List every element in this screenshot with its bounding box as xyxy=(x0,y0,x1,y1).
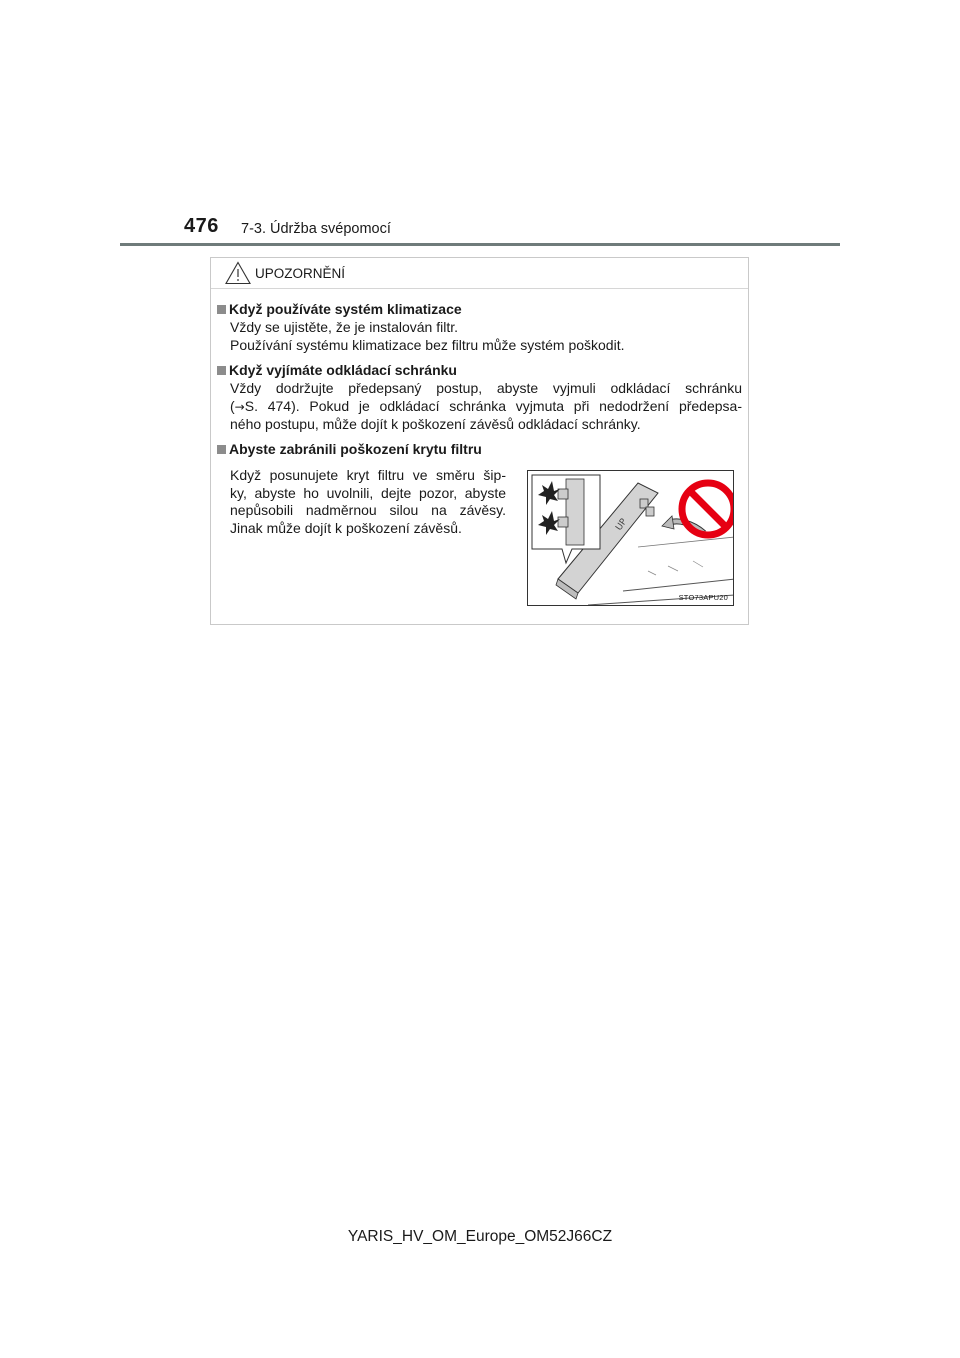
section-title-text: Když vyjímáte odkládací schránku xyxy=(229,362,457,378)
warning-section-aircon xyxy=(216,301,742,354)
header-rule xyxy=(120,243,840,246)
cover-up-label: UP xyxy=(614,517,630,533)
section-body xyxy=(216,319,742,354)
filter-cover-illustration xyxy=(527,470,734,606)
body-line: Když posunujete kryt filtru ve směru šip- xyxy=(230,467,506,483)
body-line: ky, abyste ho uvolnili, dejte pozor, abyste xyxy=(230,484,506,501)
section-body xyxy=(230,467,506,537)
section-heading xyxy=(216,301,742,319)
section-heading xyxy=(216,362,742,380)
body-line: nepůsobili nadměrnou silou na závěsy. xyxy=(230,502,506,518)
body-line: Vždy se ujistěte, že je instalován filtr. xyxy=(230,319,458,335)
section-heading xyxy=(216,441,742,459)
warning-triangle-icon xyxy=(225,261,251,285)
filter-cover-drawing xyxy=(528,471,734,606)
square-bullet-icon xyxy=(217,445,226,454)
document-id: YARIS_HV_OM_Europe_OM52J66CZ xyxy=(347,1228,613,1245)
section-title-text: Abyste zabránili poškození krytu filtru xyxy=(229,441,482,457)
warning-box xyxy=(210,257,749,625)
body-line: (→S. 474). Pokud je odkládací schránka vyjmuta při nedodržení předepsa- xyxy=(230,397,742,414)
square-bullet-icon xyxy=(217,366,226,375)
warning-section-glovebox xyxy=(216,362,742,434)
section-title: 7-3. Údržba svépomocí xyxy=(241,221,391,237)
body-line: ného postupu, může dojít k poškození závěsů odkládací schránky. xyxy=(230,416,641,432)
section-title-text: Když používáte systém klimatizace xyxy=(229,301,462,317)
warning-header xyxy=(211,258,748,289)
warning-section-filter-cover xyxy=(216,441,742,459)
square-bullet-icon xyxy=(217,305,226,314)
arrow-right-icon: → xyxy=(234,399,245,414)
body-line: Jinak může dojít k poškození závěsů. xyxy=(230,519,462,536)
body-line: Vždy dodržujte předepsaný postup, abyste vyjmuli odkládací schránku xyxy=(230,380,742,396)
body-line: Používání systému klimatizace bez filtru může systém poškodit. xyxy=(230,336,625,353)
section-body xyxy=(216,380,742,434)
figure-caption: STO73APU20 xyxy=(678,593,728,602)
warning-label: UPOZORNĚNÍ xyxy=(255,266,346,281)
page-number: 476 xyxy=(184,215,219,237)
